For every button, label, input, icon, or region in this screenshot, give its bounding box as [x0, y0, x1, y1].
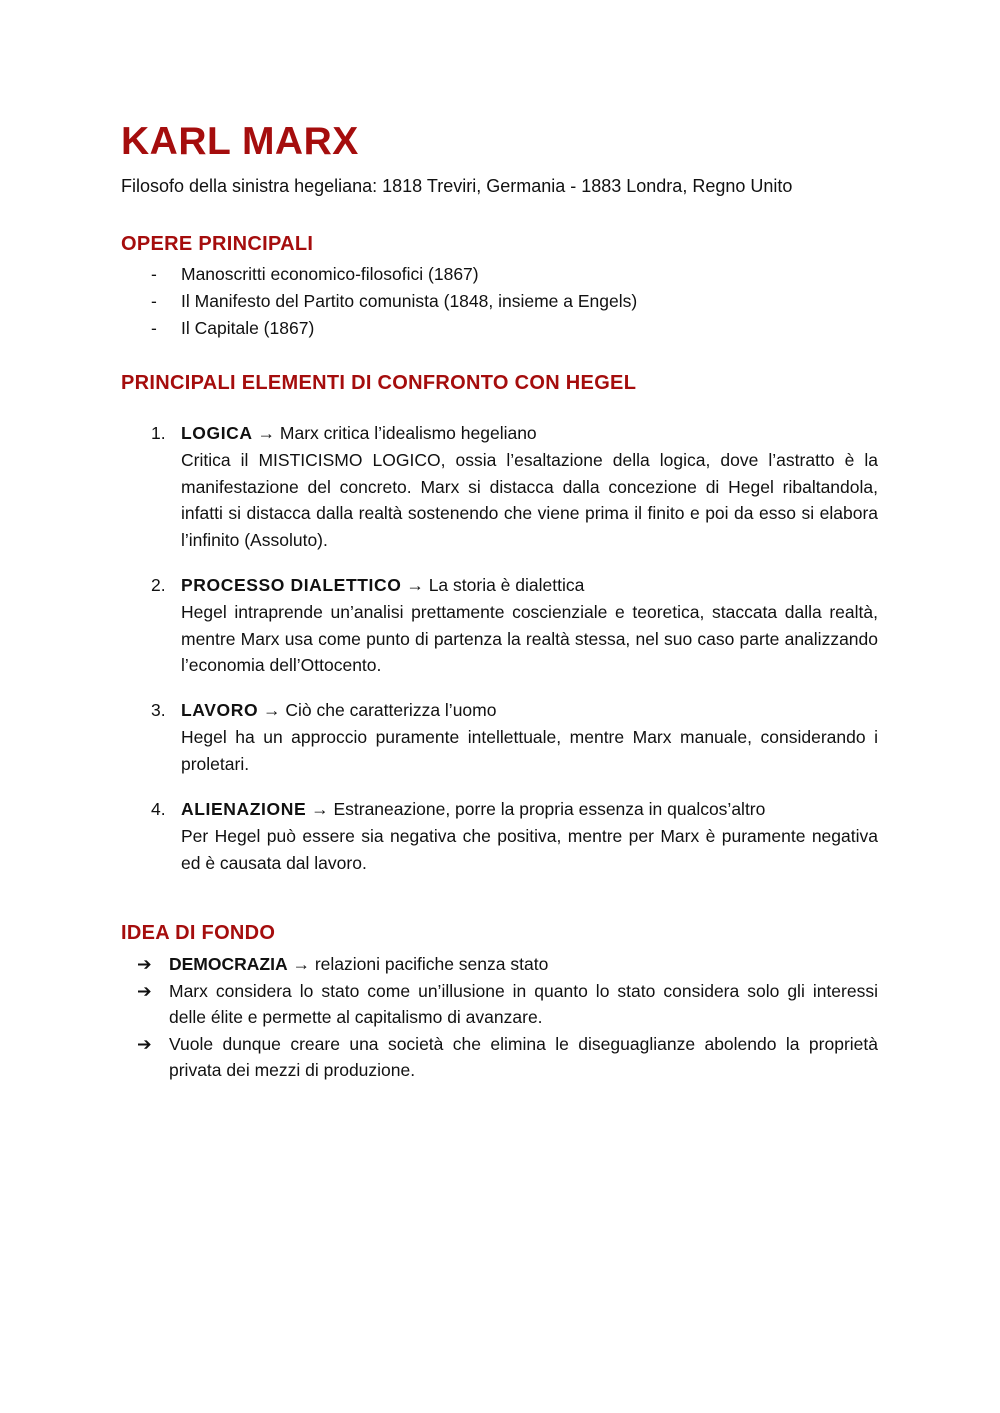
item-body: Critica il MISTICISMO LOGICO, ossia l’esaltazione della logica, dove l’astratto è la manifestazione del concreto. Marx si distacca dalla concezione di Hegel ribaltandola, infatti si distacca dalla realtà sostenendo che viene prima il finito e poi da esso si elabora l’infinito (Assoluto).: [181, 450, 878, 550]
arrow-right-icon: ➔: [137, 1033, 152, 1054]
item-header: [181, 420, 878, 447]
page-title: KARL MARX: [121, 120, 359, 163]
item-body: Per Hegel può essere sia negativa che positiva, mentre per Marx è puramente negativa ed è causata dal lavoro.: [181, 826, 878, 873]
comparison-item-lavoro: [121, 697, 878, 777]
idea-description: → relazioni pacifiche senza stato: [292, 954, 549, 974]
arrow-right-icon: ➔: [137, 980, 152, 1001]
comparison-item-alienazione: [121, 796, 878, 876]
idea-text: Vuole dunque creare una società che elimina le diseguaglianze abolendo la proprietà privata dei mezzi di produzione.: [169, 1033, 878, 1080]
list-item: [121, 978, 878, 1031]
item-description: → Estraneazione, porre la propria essenza in qualcos’altro: [311, 799, 766, 819]
work-title: Manoscritti economico-filosofici (1867): [181, 264, 479, 284]
item-term: ALIENAZIONE: [181, 799, 307, 819]
comparison-item-logica: [121, 420, 878, 553]
comparison-item-processo-dialettico: [121, 572, 878, 679]
list-item: [121, 261, 881, 288]
dash-bullet: -: [151, 291, 157, 311]
comparison-heading: PRINCIPALI ELEMENTI DI CONFRONTO CON HEGEL: [121, 372, 637, 394]
idea-term: DEMOCRAZIA: [169, 954, 288, 974]
item-description: → La storia è dialettica: [406, 575, 585, 595]
item-header: [181, 796, 878, 823]
idea-heading: IDEA DI FONDO: [121, 922, 276, 944]
item-body: Hegel ha un approccio puramente intellettuale, mentre Marx manuale, considerando i proletari.: [181, 727, 878, 774]
item-term: PROCESSO DIALETTICO: [181, 575, 402, 595]
works-heading: OPERE PRINCIPALI: [121, 233, 314, 255]
item-header: [181, 572, 878, 599]
item-number: 2.: [151, 575, 166, 595]
item-number: 1.: [151, 423, 166, 443]
dash-bullet: -: [151, 264, 157, 284]
work-title: Il Manifesto del Partito comunista (1848, insieme a Engels): [181, 291, 638, 311]
item-number: 3.: [151, 700, 166, 720]
item-header: [181, 697, 878, 724]
item-description: → Marx critica l’idealismo hegeliano: [257, 423, 537, 443]
list-item: [121, 288, 881, 315]
arrow-right-icon: ➔: [137, 954, 152, 974]
idea-text: Marx considera lo stato come un’illusione in quanto lo stato considera solo gli interessi delle élite e permette al capitalismo di avanzare.: [169, 980, 878, 1027]
item-number: 4.: [151, 799, 166, 819]
item-description: → Ciò che caratterizza l’uomo: [263, 700, 497, 720]
item-body: Hegel intraprende un’analisi prettamente coscienziale e teoretica, staccata dalla realtà, mentre Marx usa come punto di partenza la realtà stessa, nel suo caso parte analizzando l’economia dell’Ottocento.: [181, 602, 878, 675]
item-term: LOGICA: [181, 423, 253, 443]
page-subtitle: Filosofo della sinistra hegeliana: 1818 Treviri, Germania - 1883 Londra, Regno Unito: [121, 176, 793, 196]
list-item: [121, 1031, 878, 1084]
list-item: [121, 315, 881, 342]
idea-list: [121, 951, 878, 1084]
work-title: Il Capitale (1867): [181, 318, 315, 338]
dash-bullet: -: [151, 318, 157, 338]
list-item: [121, 951, 878, 978]
item-term: LAVORO: [181, 700, 259, 720]
works-list: [121, 261, 881, 342]
